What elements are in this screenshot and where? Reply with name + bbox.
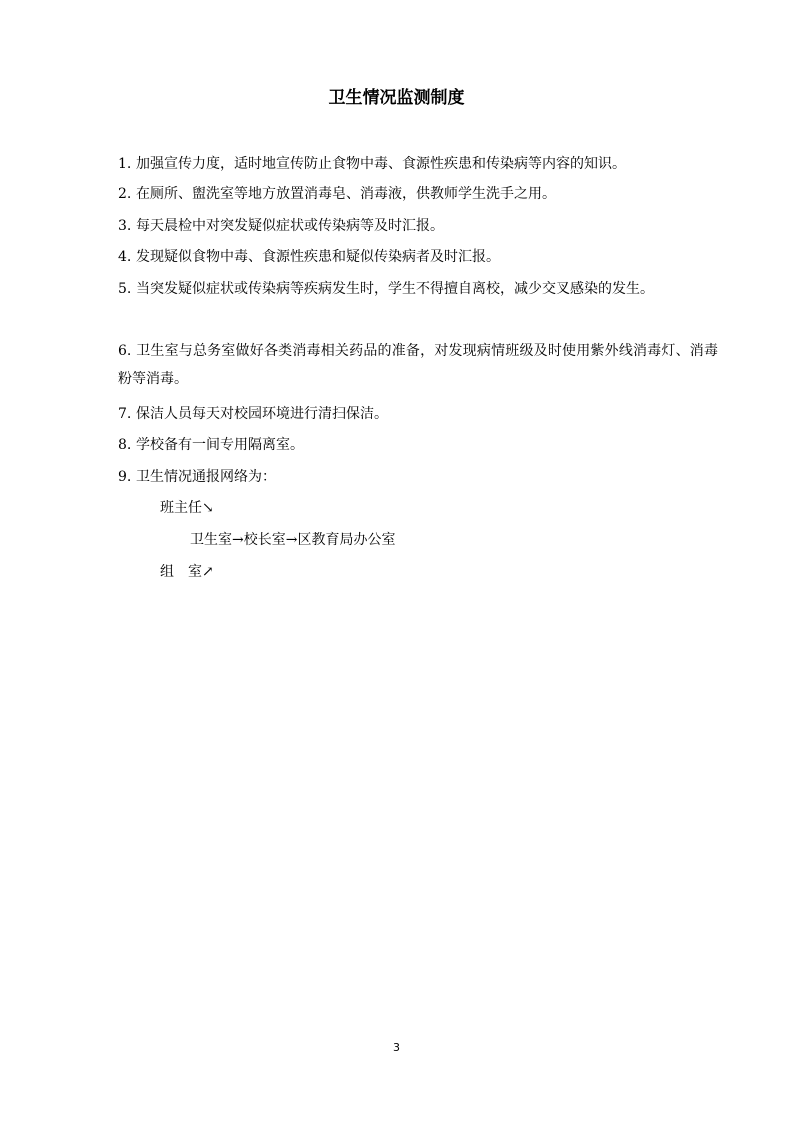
list-item-8: [118, 431, 718, 459]
list-item-2: [118, 180, 718, 208]
network-line-class-teacher: 班主任↘: [160, 500, 214, 516]
item-text: 每天晨检中对突发疑似症状或传染病等及时汇报。: [136, 218, 444, 234]
item-number: 6.: [118, 343, 132, 359]
item-text: 加强宣传力度，适时地宣传防止食物中毒、食源性疾患和传染病等内容的知识。: [136, 156, 626, 172]
item-text: 在厕所、盥洗室等地方放置消毒皂、消毒液，供教师学生洗手之用。: [136, 186, 556, 202]
document-title: 卫生情况监测制度: [328, 88, 465, 108]
item-text: 学校备有一间专用隔离室。: [136, 437, 304, 453]
item-text: 保洁人员每天对校园环境进行清扫保洁。: [136, 406, 388, 422]
network-line-chain: 卫生室→校长室→区教育局办公室: [190, 532, 396, 548]
item-text: 当突发疑似症状或传染病等疾病发生时，学生不得擅自离校，减少交叉感染的发生。: [136, 281, 654, 297]
item-number: 2.: [118, 186, 132, 202]
item-number: 8.: [118, 437, 132, 453]
list-item-3: [118, 212, 718, 240]
item-number: 7.: [118, 406, 132, 422]
item-number: 4.: [118, 249, 132, 265]
item-text: 卫生情况通报网络为：: [136, 469, 276, 485]
network-line-group-office: 组 室↗: [160, 564, 214, 580]
page-number: 3: [393, 1041, 400, 1054]
item-text: 发现疑似食物中毒、食源性疾患和疑似传染病者及时汇报。: [136, 249, 500, 265]
list-item-4: [118, 243, 718, 271]
item-text: 卫生室与总务室做好各类消毒相关药品的准备，对发现病情班级及时使用紫外线消毒灯、消毒粉等消毒。: [118, 343, 718, 387]
item-number: 1.: [118, 156, 132, 172]
list-item-5: [118, 275, 718, 303]
list-item-1: [118, 150, 718, 178]
list-item-6: [118, 337, 718, 393]
list-item-9: [118, 463, 718, 491]
list-item-7: [118, 400, 718, 428]
item-number: 3.: [118, 218, 132, 234]
item-number: 9.: [118, 469, 132, 485]
item-number: 5.: [118, 281, 132, 297]
